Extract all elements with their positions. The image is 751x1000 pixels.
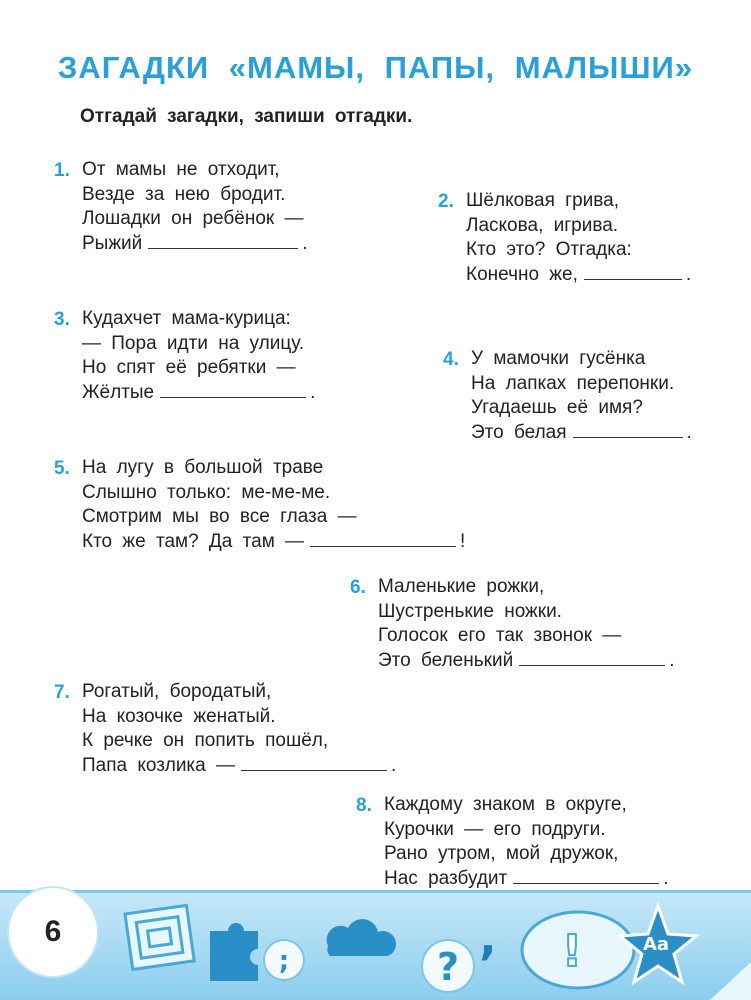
riddle-line: Курочки — его подруги. xyxy=(384,818,606,840)
riddle-number: 7. xyxy=(54,682,70,703)
riddle-line: — Пора идти на улицу. xyxy=(82,332,305,354)
semicolon-icon xyxy=(264,940,304,980)
riddle-line: Шустренькие ножки. xyxy=(378,600,562,622)
riddle-line: Голосок его так звонок — xyxy=(378,625,622,646)
riddle-3 xyxy=(54,307,316,405)
riddle-1 xyxy=(54,158,308,256)
riddle-line: Кудахчет мама-курица: xyxy=(82,308,291,329)
riddle-line: У мамочки гусёнка xyxy=(471,348,646,369)
riddle-number: 8. xyxy=(356,795,372,816)
page-number: 6 xyxy=(9,888,97,976)
riddle-line: Это белая xyxy=(471,421,567,443)
riddle-line: На козочке женатый. xyxy=(82,705,276,727)
riddle-6 xyxy=(350,575,675,673)
instruction-text: Отгадай загадки, запиши отгадки. xyxy=(80,106,413,127)
riddle-line: Папа козлика — xyxy=(82,754,236,776)
svg-text:?: ? xyxy=(436,945,460,989)
riddle-ending: ! xyxy=(460,530,466,552)
riddle-line: Слышно только: ме-ме-ме. xyxy=(82,481,331,503)
riddle-answer-line xyxy=(82,381,315,406)
svg-text:!: ! xyxy=(561,926,583,977)
riddle-number: 6. xyxy=(350,577,366,598)
riddle-line: Лошадки он ребёнок — xyxy=(82,208,304,229)
riddle-line: На лапках перепонки. xyxy=(471,372,675,394)
riddle-5 xyxy=(54,456,466,554)
riddle-line: Рогатый, бородатый, xyxy=(82,681,272,702)
riddle-ending: . xyxy=(669,649,675,671)
riddle-answer-line xyxy=(466,263,691,288)
riddle-number: 1. xyxy=(54,160,70,181)
riddle-line: Жёлтые xyxy=(82,381,155,403)
riddle-line: На лугу в большой траве xyxy=(82,457,324,478)
answer-blank[interactable] xyxy=(160,393,306,398)
riddle-line: Рыжий xyxy=(82,232,143,254)
riddle-answer-line xyxy=(378,649,674,674)
puzzle-piece-icon xyxy=(210,923,258,981)
answer-blank[interactable] xyxy=(241,766,387,771)
riddle-line: Конечно же, xyxy=(466,263,578,285)
riddle-line: От мамы не отходит, xyxy=(82,159,280,180)
riddle-number: 3. xyxy=(54,309,70,330)
riddle-ending: . xyxy=(302,232,308,254)
riddle-line: Везде за нею бродит. xyxy=(82,183,286,205)
riddle-ending: . xyxy=(310,381,316,403)
riddle-line: Но спят её ребятки — xyxy=(82,357,296,378)
riddle-2 xyxy=(438,189,692,287)
sticker-label: Aa xyxy=(642,934,670,955)
riddle-line: Рано утром, мой дружок, xyxy=(384,843,619,864)
riddle-line: Шёлковая грива, xyxy=(466,190,620,211)
riddle-answer-line xyxy=(82,754,396,779)
riddle-line: Кто же там? Да там — xyxy=(82,530,305,552)
riddle-line: Смотрим мы во все глаза — xyxy=(82,506,357,527)
book-icon xyxy=(125,905,194,969)
answer-blank[interactable] xyxy=(148,244,298,249)
riddle-line: Маленькие рожки, xyxy=(378,576,545,597)
svg-text:,: , xyxy=(479,911,497,965)
answer-blank[interactable] xyxy=(573,433,683,438)
footer-decoration xyxy=(0,876,751,1000)
exclamation-mark-icon xyxy=(522,912,634,988)
riddle-number: 2. xyxy=(438,191,454,212)
riddle-line: Нас разбудит xyxy=(384,867,508,889)
riddle-line: Ласкова, игрива. xyxy=(466,214,619,236)
answer-blank[interactable] xyxy=(584,275,682,280)
riddle-answer-line xyxy=(471,421,692,446)
riddle-number: 5. xyxy=(54,458,70,479)
riddle-line: Каждому знаком в округе, xyxy=(384,794,627,815)
riddle-answer-line xyxy=(82,530,465,555)
riddle-answer-line xyxy=(82,232,308,257)
riddle-ending: . xyxy=(685,263,692,285)
answer-blank[interactable] xyxy=(519,661,665,666)
page-title: ЗАГАДКИ «МАМЫ, ПАПЫ, МАЛЫШИ» xyxy=(57,50,694,85)
comma-icon xyxy=(479,911,496,965)
question-mark-icon xyxy=(422,940,474,992)
riddle-line: Кто это? Отгадка: xyxy=(466,239,632,260)
riddle-line: К речке он попить пошёл, xyxy=(82,730,329,751)
riddle-4 xyxy=(443,347,692,445)
answer-blank[interactable] xyxy=(310,542,456,547)
riddle-7 xyxy=(54,680,397,778)
riddle-number: 4. xyxy=(443,349,459,370)
riddle-line: Угадаешь её имя? xyxy=(471,397,643,418)
svg-text:;: ; xyxy=(278,946,290,976)
riddle-line: Это беленький xyxy=(378,649,514,671)
riddle-ending: . xyxy=(391,754,397,776)
riddle-ending: . xyxy=(663,867,669,889)
riddle-ending: . xyxy=(686,421,692,443)
